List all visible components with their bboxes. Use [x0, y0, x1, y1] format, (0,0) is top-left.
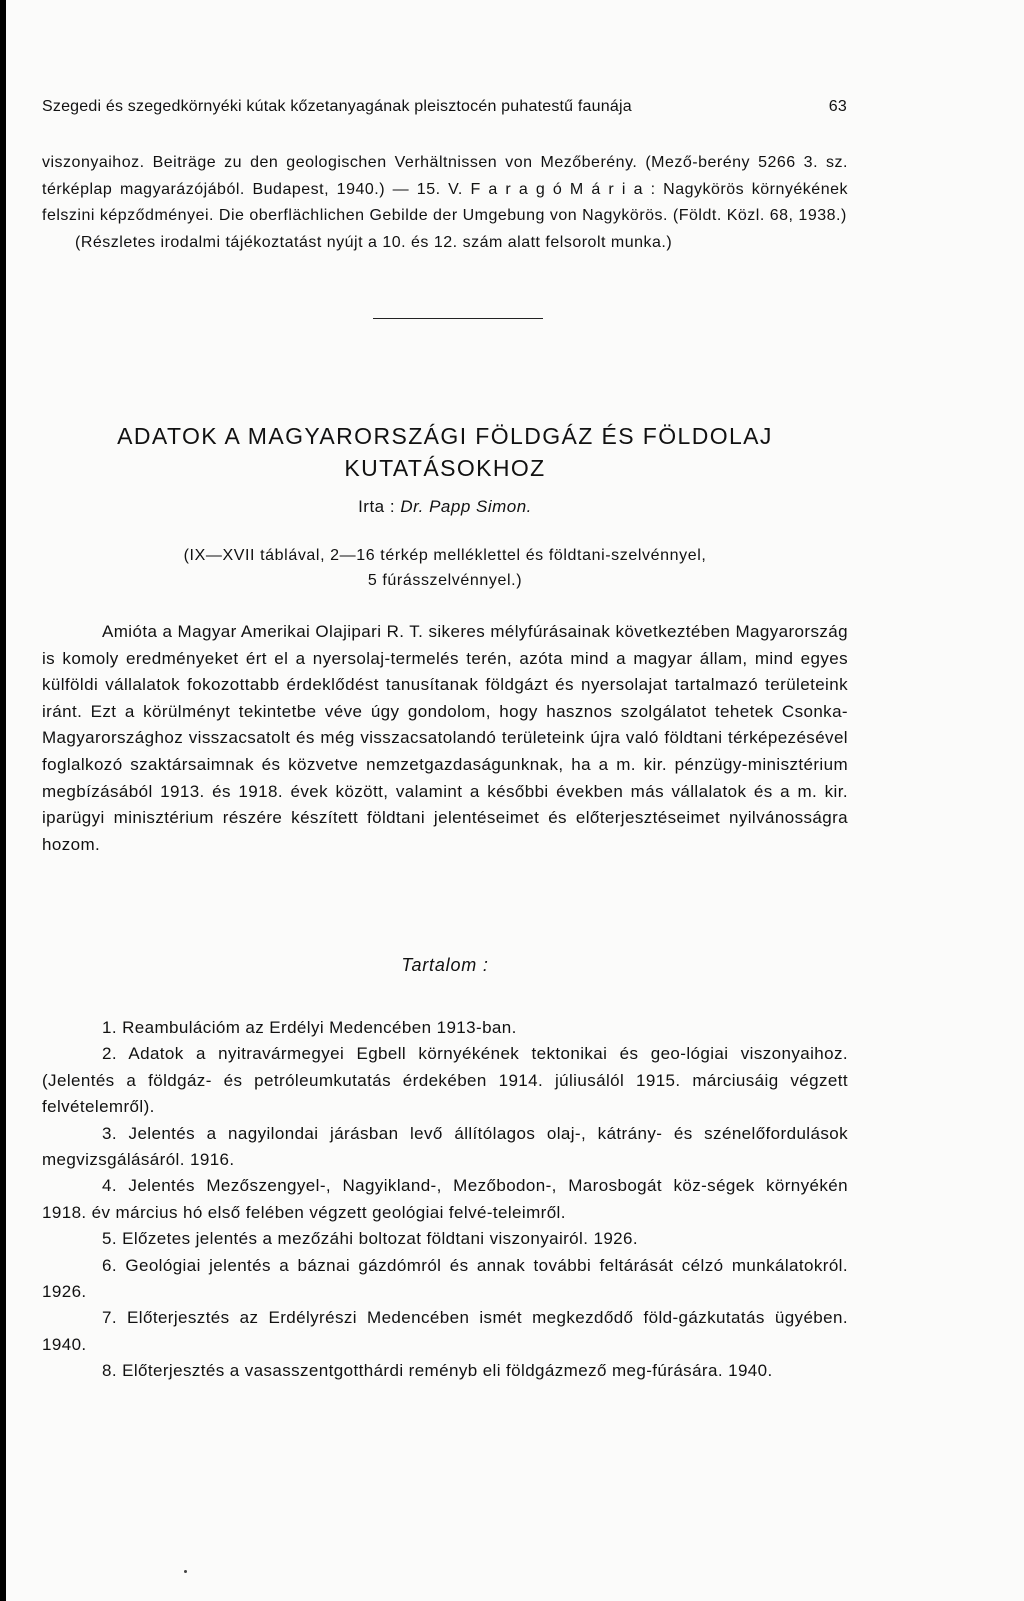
running-title: Szegedi és szegedkörnyéki kútak kőzetanyagának pleisztocén puhatestű faunája	[42, 98, 632, 115]
toc-item: 4. Jelentés Mezőszengyel-, Nagyikland-, Mezőbodon-, Marosbogát köz-ségek környékén 1918. év március hó első felében végzett geológiai felvé-teleimről.	[42, 1176, 848, 1222]
scan-speck	[184, 1570, 187, 1573]
plates-note-line-1: (IX—XVII táblával, 2—16 térkép melléklettel és földtani-szelvénnyel,	[183, 547, 707, 564]
plates-note-line-2: 5 fúrásszelvénnyel.)	[367, 572, 523, 589]
reference-note: (Részletes irodalmi tájékoztatást nyújt a 10. és 12. szám alatt felsorolt munka.)	[75, 233, 673, 251]
toc-item: 1. Reambulációm az Erdélyi Medencében 1913-ban.	[102, 1018, 517, 1037]
toc-item: 7. Előterjesztés az Erdélyrészi Medencében ismét megkezdődő föld-gázkutatás ügyében. 1940.	[42, 1308, 848, 1354]
page-number: 63	[828, 98, 847, 115]
toc-item: 6. Geológiai jelentés a báznai gázdómról és annak további feltárását célzó munkálatokról. 1926.	[42, 1255, 848, 1302]
toc-item: 8. Előterjesztés a vasasszentgotthárdi reményb eli földgázmező meg-fúrására. 1940.	[102, 1361, 773, 1381]
section-divider	[373, 318, 543, 319]
toc-item: 3. Jelentés a nagyilondai járásban levő állítólagos olaj-, kátrány- és szénelőfordulások megvizsgálásáról. 1916.	[42, 1123, 848, 1170]
table-of-contents	[42, 1015, 848, 1385]
author-line	[42, 497, 848, 517]
article-title-line-1: ADATOK A MAGYARORSZÁGI FÖLDGÁZ ÉS FÖLDOLAJ	[117, 423, 773, 449]
scanned-page	[6, 0, 1024, 1601]
article-title	[42, 420, 848, 484]
intro-paragraph	[42, 619, 848, 858]
intro-text: Amióta a Magyar Amerikai Olajipari R. T. sikeres mélyfúrásainak következtében Magyarország is komoly eredményeket ért el a nyersolaj-termelés terén, azóta mind a magyar állam, mind egyes külföldi vállalatok fokozottabb érdeklődést tanusítanak földgázt és nyersolajat tartalmazó területeink iránt. Ezt a körülményt tekintetbe véve úgy gondolom, hogy hasznos szolgálatot tehetek Csonka-Magyarországhoz visszacsatolt és még visszacsatolandó területeink újra való földtani térképezésével foglalkozó szaktársaimnak és közvetve nemzetgazdaságunknak, ha a m. kir. pénzügy-minisztérium megbízásából 1913. és 1918. évek között, valamint a későbbi években más vállalatok és a m. kir. iparügyi minisztérium részére készített földtani jelentéseimet és előterjesztéseimet nyilvánosságra hozom.	[42, 622, 848, 854]
author-prefix: Irta :	[358, 497, 401, 516]
toc-item: 5. Előzetes jelentés a mezőzáhi boltozat földtani viszonyairól. 1926.	[102, 1229, 639, 1249]
reference-text: viszonyaihoz. Beiträge zu den geologischen Verhältnissen von Mezőberény. (Mező-berény 5266 3. sz. térképlap magyarázójából. Budapest, 1940.) — 15. V. F a r a g ó M á r i a : Nagykörös környékének felszini képződményei. Die oberflächlichen Gebilde der Umgebung von Nagykörös. (Földt. Közl. 68, 1938.)	[42, 154, 848, 224]
toc-title: Tartalom :	[401, 955, 489, 975]
author-name: Dr. Papp Simon.	[400, 497, 532, 516]
plates-note	[42, 543, 848, 593]
previous-article-tail	[42, 150, 848, 256]
toc-item: 2. Adatok a nyitravármegyei Egbell környékének tektonikai és geo-lógiai viszonyaihoz. (Jelentés a földgáz- és petróleumkutatás érdekében 1914. júliusálól 1915. márciusáig végzett felvételemről).	[42, 1044, 848, 1117]
article-title-line-2: KUTATÁSOKHOZ	[344, 455, 546, 481]
